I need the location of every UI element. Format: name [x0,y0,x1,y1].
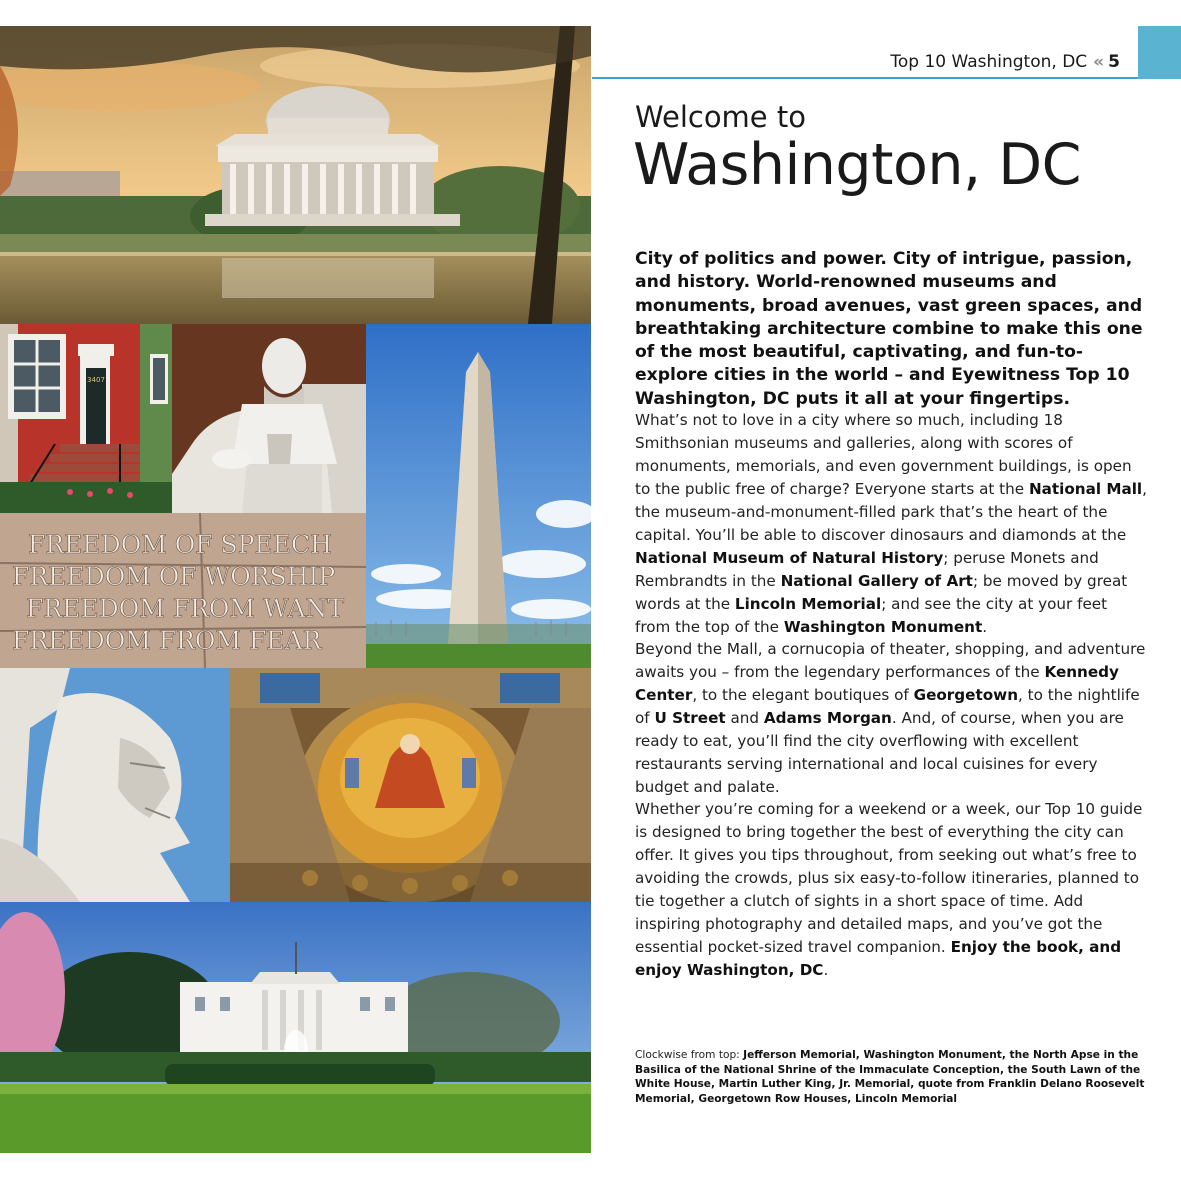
link-washington-monument: Washington Monument [783,618,983,636]
link-national-gallery: National Gallery of Art [780,572,973,590]
photo-basilica-north-apse [230,668,591,902]
link-lincoln-memorial: Lincoln Memorial [734,595,882,613]
photo-jefferson-memorial [0,26,591,324]
chevron-left-icon: « [1093,52,1105,72]
caption-lead: Clockwise from top: [635,1049,744,1061]
link-georgetown: Georgetown [913,686,1019,704]
quote-line-3: FREEDOM FROM WANT [26,594,345,623]
link-kennedy-center: Kennedy Center [635,663,1119,704]
header-rule [592,77,1181,79]
page-number: 5 [1108,52,1120,72]
title-line-1: Welcome to [635,100,806,134]
photo-white-house [0,902,591,1153]
photo-georgetown-row-houses [0,324,172,513]
photo-washington-monument [366,324,591,668]
intro-paragraph: City of politics and power. City of intrigue, passion, and history. World-renowned museums and monuments, broad avenues, vast green spaces, and breathtaking architecture combine to make this one of the most beautiful, captivating, and fun-to-explore cities in the world – and Eyewitness Top 10 Washington, DC puts it all at your fingertips. [635,249,1143,409]
link-natural-history-museum: National Museum of Natural History [635,549,944,567]
quote-line-1: FREEDOM OF SPEECH [28,530,332,559]
quote-line-2: FREEDOM OF WORSHIP [12,562,336,591]
running-title: Top 10 Washington, DC [890,52,1088,72]
link-u-street: U Street [654,709,726,727]
quote-line-4: FREEDOM FROM FEAR [12,626,322,655]
body-paragraph-2: Beyond the Mall, a cornucopia of theater, shopping, and adventure awaits you – from the legendary performances of the Kennedy Center, to the elegant boutiques of Georgetown, to the nightlife of U Street and Adams Morgan. And, of course, when you are ready to eat, you’ll find the city overflowing with excellent restaurants serving international and local cuisines for every budget and palate. [635,640,1146,796]
caption-items: Jefferson Memorial, Washington Monument, the North Apse in the Basilica of the National Shrine of the Immaculate Conception, the South Lawn of the White House, Martin Luther King, Jr. Memorial, quote from Franklin Delano Roosevelt Memorial, Georgetown Row Houses, Lincoln Memorial [635,1049,1145,1105]
photo-caption [635,1048,1147,1106]
body-paragraph-1: What’s not to love in a city where so much, including 18 Smithsonian museums and galleries, along with scores of monuments, memorials, and even government buildings, is open to the public free of charge? Everyone starts at the National Mall, the museum-and-monument-filled park that’s the heart of the capital. You’ll be able to discover dinosaurs and diamonds at the National Museum of Natural History; peruse Monets and Rembrandts in the National Gallery of Art; be moved by great words at the Lincoln Memorial; and see the city at your feet from the top of the Washington Monument. [635,411,1147,636]
link-adams-morgan: Adams Morgan [763,709,892,727]
body-paragraph-3: Whether you’re coming for a weekend or a week, our Top 10 guide is designed to bring together the best of everything the city can offer. It gives you tips throughout, from seeking out what’s free to avoiding the crowds, plus six easy-to-follow itineraries, planned to tie together a clutch of sights in a short space of time. Add inspiring photography and detailed maps, and you’ve got the essential pocket-sized travel companion. Enjoy the book, and enjoy Washington, DC. [635,800,1143,979]
page-title: Washington, DC [633,132,1081,198]
running-head [700,52,1120,72]
photo-mlk-memorial [0,668,230,902]
closing-line: Enjoy the book, and enjoy Washington, DC [635,938,1122,979]
photo-lincoln-memorial [172,324,366,513]
header-tab [1138,26,1181,79]
photo-fdr-memorial-quote [0,513,366,668]
link-national-mall: National Mall [1028,480,1143,498]
house-number: 3407 [87,376,105,384]
